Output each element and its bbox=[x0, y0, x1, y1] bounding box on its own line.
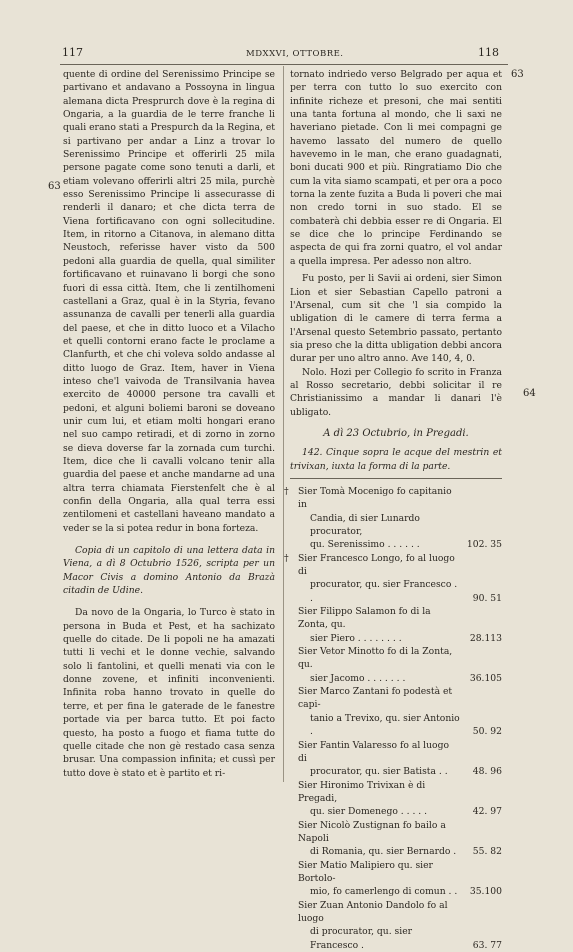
candidate-detail: di Romania, qu. sier Bernardo . 55. 82 bbox=[310, 846, 502, 858]
candidate-name: Sier Tomà Mocenigo fo capitanio in bbox=[298, 485, 452, 511]
running-title: MDXXVI, OTTOBRE. bbox=[246, 49, 344, 59]
list-rule bbox=[290, 478, 502, 479]
vote-count: 48. 96 bbox=[472, 766, 502, 778]
list-item bbox=[290, 899, 502, 952]
right-paragraph-2: Fu posto, per li Savii ai ordeni, sier Simon Lion et sier Sebastian Capello patroni a l'Arsenal, cum sit che 'l sia compido la ubligation di le camere di terra ferma a l'Arsenal questo Setembrio passato, pertanto sia preso che la ditta ubligation debbi ancora durar per uno altro anno. Ave 140, 4, 0. bbox=[290, 273, 502, 365]
date-heading: A dì 23 Octubrio, in Pregadi. bbox=[323, 427, 469, 439]
vote-count: 28.113 bbox=[469, 632, 502, 644]
right-paragraph-3: Nolo. Hozi per Collegio fo scrito in Franza al Rosso secretario, debbi solicitar il re Christianissimo a mandar li danari l'è ubligato. bbox=[290, 366, 502, 418]
elected-mark: † bbox=[284, 552, 289, 564]
list-item bbox=[290, 819, 502, 859]
right-paragraph-1: tornato indriedo verso Belgrado per aqua et per terra con tutto lo suo exercito con infinite richeze et presoni, che mai sentiti una tanta fortuna al mondo, che li saxi ne haveriano pietade. Con li mei compagni ge havemo lassato del numero de quello havevemo in le man, che erano guadagnati, boni ducati 900 et più. Ringratiamo Dio che cum la vita siamo scampati, et per ora a poco torna la zente fuzita a Buda li poveri che mai non credo torni in suo stado. El se combaterà chi debbia esser re di Ongaria. El se dice che lo principe Ferdinando se aspecta de qui fra zorni quatro, el vol andar a quella impresa. Per adesso non altro. bbox=[290, 69, 502, 267]
header-rule bbox=[60, 64, 508, 65]
candidate-name: Sier Fantin Valaresso fo al luogo di bbox=[298, 739, 449, 764]
list-item bbox=[290, 605, 502, 645]
vote-count: 90. 51 bbox=[472, 592, 502, 604]
list-item bbox=[290, 645, 502, 685]
candidate-name: Sier Marco Zantani fo podestà et capi- bbox=[298, 686, 453, 711]
list-item bbox=[290, 859, 502, 899]
page-number-right: 118 bbox=[478, 46, 499, 59]
election-list bbox=[284, 485, 502, 952]
list-item bbox=[284, 485, 502, 552]
list-item bbox=[290, 685, 502, 738]
candidate-detail: mio, fo camerlengo di comun . . 35.100 bbox=[310, 886, 502, 898]
vote-count: 102. 35 bbox=[466, 539, 502, 551]
vote-count: 63. 77 bbox=[472, 939, 502, 951]
margin-number-right-top: 63 bbox=[511, 69, 524, 80]
vote-count: 50. 92 bbox=[472, 726, 502, 738]
candidate-detail: sier Jacomo . . . . . . . 36.105 bbox=[310, 672, 502, 684]
vote-count: 35.100 bbox=[469, 886, 502, 898]
vote-count: 55. 82 bbox=[472, 846, 502, 858]
candidate-detail: Candia, di sier Lunardo procurator, bbox=[310, 512, 420, 537]
elected-mark: † bbox=[284, 485, 289, 497]
margin-number-right-mid: 64 bbox=[523, 388, 536, 399]
candidate-name: Sier Filippo Salamon fo di la Zonta, qu. bbox=[298, 606, 431, 631]
candidate-name: Sier Zuan Antonio Dandolo fo al luogo bbox=[298, 899, 448, 924]
candidate-detail: procurator, qu. sier Francesco . . 90. 51 bbox=[310, 579, 502, 604]
candidate-detail: qu. Serenissimo . . . . . . 102. 35 bbox=[310, 539, 502, 551]
candidate-name: Sier Vetor Minotto fo di la Zonta, qu. bbox=[298, 646, 453, 671]
candidate-detail: procurator, qu. sier Batista . . 48. 96 bbox=[310, 766, 502, 778]
candidate-name: Sier Nicolò Zustignan fo bailo a Napoli bbox=[298, 819, 446, 844]
list-item bbox=[290, 779, 502, 819]
vote-count: 42. 97 bbox=[472, 806, 502, 818]
list-item bbox=[284, 552, 502, 605]
candidate-name: Sier Francesco Longo, fo al luogo di bbox=[298, 552, 455, 578]
column-divider bbox=[283, 66, 284, 782]
right-column bbox=[284, 68, 502, 952]
candidate-detail: tanio a Trevixo, qu. sier Antonio . 50. 92 bbox=[310, 712, 502, 738]
candidate-detail: di procurator, qu. sier Francesco . 63. 77 bbox=[310, 926, 502, 951]
left-paragraph-2: Da novo de la Ongaria, lo Turco è stato in persona in Buda et Pest, et ha sachizato quelle do citade. De li popoli ne ha amazati tutti li vechi et le donne vechie, salvando solo li fantolini, et quelli menati via con le donne zovene, et infiniti inconvenienti. Infinita roba hanno trovato in quelle do terre, et per fina le gaterade de le fanestre portade via per barca tutto. Et poi facto questo, ha posto a fuogo et fiama tutte do quelle citade che non gè restado casa senza brusar. Una compassion infinita; et cussì per tutto dove è stato et è partito et ri- bbox=[63, 607, 275, 779]
candidate-name: Sier Matio Malipiero qu. sier Bortolo- bbox=[298, 859, 433, 884]
margin-number-left: 63 bbox=[48, 181, 61, 192]
candidate-detail: sier Piero . . . . . . . . 28.113 bbox=[310, 632, 502, 644]
candidate-detail: qu. sier Domenego . . . . . 42. 97 bbox=[310, 806, 502, 818]
item-heading: 142. Cinque sopra le acque del mestrin et trivixan, iuxta la forma di la parte. bbox=[290, 447, 502, 472]
candidate-name: Sier Hironimo Trivixan è di Pregadi, bbox=[298, 779, 426, 804]
left-paragraph-1: quente di ordine del Serenissimo Principe se partivano et andavano a Possoyna in lingua alemana dicta Presprurch dove è la regina di Ongaria, a la guardia de le terre franche li quali erano stati a Prespurch da la Regina, et si partivano per andar a Linz a trovar lo Serenissimo Principe et offerirli 25 mila persone pagate come sono tenuti a darli, et etiam volevano offerirli altri 25 mila, purchè esso Serenissimo Principe li assecurasse di renderli il danaro; et che dicta terra de Viena fortificavano con ogni sollecitudine. Item, in ritorno a Citanova, in alemano ditta Neustoch, referisse haver visto da 500 pedoni alla guardia de quella, qual similiter fortificavano et ruinavano li borgi che sono fuori di essa città. Item, che li zentilhomeni castellani a Graz, qual è in la Styria, fevano assunanza de cavalli per tenerli alla guardia del paese, et che in ditto luoco et a Vilacho et quelli contorni erano facte le proclame a Clanfurth, et che chi voleva soldo andasse al ditto luogo de Graz. Item, haver in Viena inteso che'l vaivoda de Transilvania havea exercito de 40000 persone tra cavalli et pedoni, et alguni boliemi baroni se doveano unir cum lui, et etiam molti hongari erano nel suo campo retiradi, et di zorno in zorno se dieva doverse far la zornada cum turchi. Item, dice che li cavalli volcano tenir alla guardia del paese et anche mandarne ad una altra terra chiamata Fierstenfelt che è al confin della Ongaria, alla qual terra essi zentilomeni et castellani haveano mandato a veder se la si potea redur in bona forteza. bbox=[63, 69, 275, 534]
vote-count: 36.105 bbox=[469, 672, 502, 684]
list-item bbox=[290, 739, 502, 779]
letter-heading: Copia di un capitolo di una lettera data in Viena, a dì 8 Octubrio 1526, scripta per un Macor Civis a domino Antonio da Brazà citadin de Udine. bbox=[63, 545, 275, 597]
left-column bbox=[63, 68, 275, 780]
page-number-left: 117 bbox=[62, 46, 83, 59]
